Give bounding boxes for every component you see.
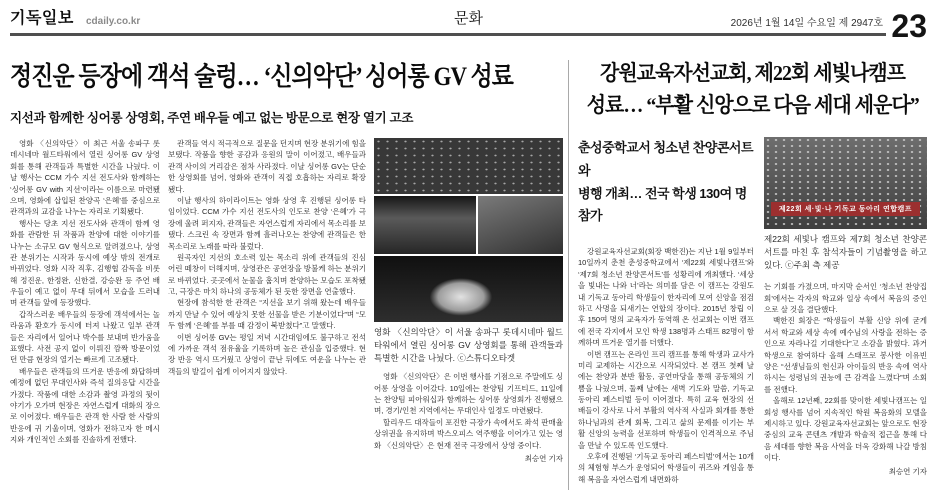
left-article-column-2 xyxy=(168,138,366,494)
body-paragraph: 올해로 12년째, 22회를 맞이한 세빛나캠프는 일회성 행사를 넘어 지속적인 학원 복음화의 모델을 제시하고 있다. 강원교육자선교회는 앞으로도 현장 중심의 교육 콘텐츠 개발과 학술적 접근을 통해 다음 세대를 향한 복음 사역을 더욱 강화해 나갈 방침이다. xyxy=(764,396,927,463)
right-article-body xyxy=(578,137,927,489)
right-article-column-2 xyxy=(764,137,927,489)
camp-banner: 제22회 세·빛·나 기독교 동아리 연합캠프 xyxy=(771,202,921,216)
stage-screen-photo xyxy=(374,196,476,254)
body-paragraph: 영화 〈신의악단〉은 이번 행사를 기점으로 주말에도 싱어롱 상영을 이어갔다. 10일에는 찬양팀 기프티드, 11일에는 찬양팀 피아워십과 함께하는 싱어롱 상영회가 진행됐으며, 경기/인천 지역에서는 무대인사 일정도 마련됐다. xyxy=(374,372,563,416)
body-paragraph: 이번 캠프는 온라인 프리 캠프를 통해 학생과 교사가 미리 교제하는 시간으로 시작되었다. 본 캠프 첫째 날에는 찬양과 분반 활동, 공연마당을 통해 공동체의 기쁨을 나눴으며, 둘째 날에는 새벽 기도와 말씀, 기독교 동아리 페스티벌 등이 이어졌다. 특히 교육 현장의 선배들이 강사로 나서 부활의 역사적 사실과 회개를 통한 하나님과의 관계 회복, 그리고 삶의 문제를 이기는 부활 신앙의 능력을 선포하며 학생들이 인격적으로 주님을 만날 수 있도록 인도했다. xyxy=(578,349,754,450)
collage-middle-row xyxy=(374,196,563,254)
section-title: 문화 xyxy=(454,10,483,27)
singer-photo xyxy=(374,256,563,322)
body-paragraph: 오후에 진행된 ‘기독교 동아리 페스티벌’에서는 10개의 체험형 부스가 운영되어 학생들이 퀴즈와 게임을 통해 복음을 자연스럽게 내면화하 xyxy=(578,452,754,484)
body-paragraph: 배우들은 관객들의 뜨거운 반응에 화답하며 예정에 없던 무대인사와 즉석 질의응답 시간을 가졌다. 작품에 대한 소감과 촬영 과정의 뒷이야기가 오가며 현장은 자연스럽게 대화의 장으로 이어졌다. 배우들은 관객 한 사람 한 사람의 반응에 귀 기울이며, 영화가 전하고자 한 메시지와 개인적인 소회를 진솔하게 전했다. xyxy=(10,366,160,445)
body-paragraph: 이번 싱어롱 GV는 평일 저녁 시간대임에도 불구하고 전석에 가까운 객석 점유율을 기록하며 높은 관심을 입증했다. 현장 반응 역시 뜨거웠고 상영이 끝난 뒤에도 여운을 나누는 관객들의 발길이 쉽게 이어지지 않았다. xyxy=(168,332,366,376)
right-headline-line-1: 강원교육자선교회, 제22회 세빛나캠프 xyxy=(599,61,905,85)
body-paragraph: 원곡자인 지선의 호소력 있는 목소리 위에 관객들의 진심 어린 떼창이 더해지며, 상영관은 공연장을 방불케 하는 분위기로 바뀌었다. 곳곳에서 눈물을 훔치며 찬양하는 모습도 포착됐고, 극장은 마치 하나의 공동체가 된 듯한 장면을 연출했다. xyxy=(168,252,366,297)
newspaper-url: cdaily.co.kr xyxy=(86,16,141,27)
body-paragraph: 행사는 당초 지선 전도사와 관객이 함께 영화를 관람한 뒤 작품과 찬양에 대한 이야기를 나누는 소규모 GV 형식으로 알려졌으나, 상영관 분위기는 시작과 동시에 예상 밖의 전개로 바뀌었다. 영화 시작 직후, 김행협 감독을 비롯해 정진운, 한정완, 신한결, 강승완 등 주연 배우들이 예고 없이 무대 뒤에서 모습을 드러내며 관객들 앞에 등장했다. xyxy=(10,218,160,308)
camp-group-photo xyxy=(764,137,927,229)
body-paragraph: 강원교육자선교회(회장 백한진)는 지난 1월 9일부터 10일까지 춘천 춘성중학교에서 ‘제22회 세빛나캠프’와 ‘제7회 청소년 찬양콘서트’를 성황리에 개최했다. ‘세상을 빛내는 나와 너’라는 의미를 담은 이 캠프는 강원도 내 기독교 동아리 학생들이 한자리에 모여 신앙을 점검하고 사명을 되새기는 연합의 장이다. 2015년 창립 이후 150여 명의 교육자가 동역해 온 선교회는 이번 캠프에 전국 각지에서 모인 학생 138명과 스태프 82명이 함께하며 뜨거운 열기를 더했다. xyxy=(578,247,754,348)
body-paragraph: 이날 행사의 하이라이트는 영화 상영 후 진행된 싱어롱 타임이었다. CCM 가수 지선 전도사의 인도로 찬양 ‘은혜’가 극장에 울려 퍼지자, 관객들은 자연스럽게 자리에서 목소리를 보탰다. 스크린 속 장면과 함께 흘러나오는 찬양에 관객들은 한목소리로 노래를 따라 불렀다. xyxy=(168,195,366,251)
body-paragraph: 할리우드 대작들이 포진한 극장가 속에서도 좌석 판매율 상위권을 유지하며 박스오피스 역주행을 이어가고 있는 영화 〈신의악단〉은 현재 전국 극장에서 상영 중이다. xyxy=(374,417,563,450)
right-article-column-1 xyxy=(578,137,754,489)
photo-caption: 제22회 세빛나 캠프와 제7회 청소년 찬양콘서트를 마친 후 참석자들이 기념촬영을 하고 있다. ⓒ주최 측 제공 xyxy=(764,234,927,270)
right-headline-line-2: 성료… “부활 신앙으로 다음 세대 세운다” xyxy=(586,92,919,117)
date-issue: 2026년 1월 14일 수요일 제 2947호 xyxy=(730,18,883,29)
photo-caption: 영화 〈신의악단〉이 서울 송파구 롯데시네마 월드타워에서 열린 싱어롱 GV 상영회를 통해 관객들과 특별한 시간을 나눴다. ⓒ스튜디오타겟 xyxy=(374,327,563,363)
right-subhead-line-2: 병행 개최… 전국 학생 130여 명 참가 xyxy=(578,185,747,224)
right-article-subhead xyxy=(578,137,754,228)
newspaper-brand: 기독일보 xyxy=(10,10,74,27)
audience-photo xyxy=(374,138,563,194)
right-subhead-line-1: 춘성중학교서 청소년 찬양콘서트와 xyxy=(578,140,754,178)
left-article-column-1 xyxy=(10,138,160,494)
page-header xyxy=(10,8,927,44)
article-divider xyxy=(568,60,569,490)
left-article-subhead: 지선과 함께한 싱어롱 상영회, 주연 배우들 예고 없는 방문으로 현장 열기 고조 xyxy=(10,111,414,125)
left-article-photo-block xyxy=(374,138,563,494)
left-article-body xyxy=(10,138,563,494)
cast-group-photo xyxy=(478,196,563,254)
body-paragraph: 는 기회를 가졌으며, 마지막 순서인 ‘청소년 찬양집회’에서는 각자의 학교와 일상 속에서 복음의 증인으로 살 것을 결단했다. xyxy=(764,282,927,315)
right-article-headline xyxy=(587,58,919,121)
body-paragraph: 영화 〈신의악단〉이 최근 서울 송파구 롯데시네마 월드타워에서 열린 싱어롱 GV 상영회를 통해 관객들과 특별한 시간을 나눴다. 이날 행사는 CCM 가수 지선 전도사와 함께하는 ‘싱어롱 GV with 지선’이라는 이름으로 마련됐으며, 영화에 삽입된 찬양곡 ‘은혜’를 중심으로 관객과의 교감을 나누는 자리로 기획됐다. xyxy=(10,139,160,217)
body-paragraph: 관객들 역시 적극적으로 질문을 던지며 현장 분위기에 힘을 보탰다. 작품을 향한 공감과 응원의 말이 이어졌고, 배우들과 관객 사이의 거리감은 점차 사라졌다. 이날 싱어롱 GV는 단순한 상영회를 넘어, 영화와 관객이 직접 호흡하는 자리로 확장됐다. xyxy=(168,139,366,194)
article-sebitna-camp xyxy=(578,58,927,489)
reporter-byline: 최승연 기자 xyxy=(524,453,563,463)
gv-photo-collage xyxy=(374,138,563,322)
reporter-byline: 최승연 기자 xyxy=(888,466,927,476)
right-column-2-text xyxy=(764,281,927,477)
left-article-column-3 xyxy=(374,371,563,494)
left-article-headline: 정진운 등장에 객석 술렁… ‘신의악단’ 싱어롱 GV 성료 xyxy=(10,62,514,91)
body-paragraph: 현장에 참석한 한 관객은 “지선을 보기 위해 왔는데 배우들까지 만날 수 있어 예상치 못한 선물을 받은 기분이었다”며 “모두 함께 ‘은혜’를 부를 때 감정이 북받쳤다”고 말했다. xyxy=(168,298,366,331)
body-paragraph: 백한진 회장은 “학생들이 부활 신앙 위에 굳게 서서 학교와 세상 속에 예수님의 사랑을 전하는 증인으로 자라나길 기대한다”고 소감을 밝혔다. 과거 학생으로 참여하다 올해 스태프로 봉사한 이유빈 양은 “선생님들의 헌신과 아이들의 반응 속에 역사하시는 성령님의 권능에 큰 감격을 느꼈다”며 소회를 전했다. xyxy=(764,316,927,394)
article-singalong-gv xyxy=(10,56,563,494)
page-number: 23 xyxy=(886,8,927,44)
body-paragraph: 갑작스러운 배우들의 등장에 객석에서는 놀라움과 환호가 동시에 터져 나왔고 일부 관객들은 자리에서 일어나 박수를 보내며 반가움을 표했다. 사전 공지 없이 이뤄진 깜짝 방문이었던 만큼 현장의 열기는 빠르게 고조됐다. xyxy=(10,309,160,365)
